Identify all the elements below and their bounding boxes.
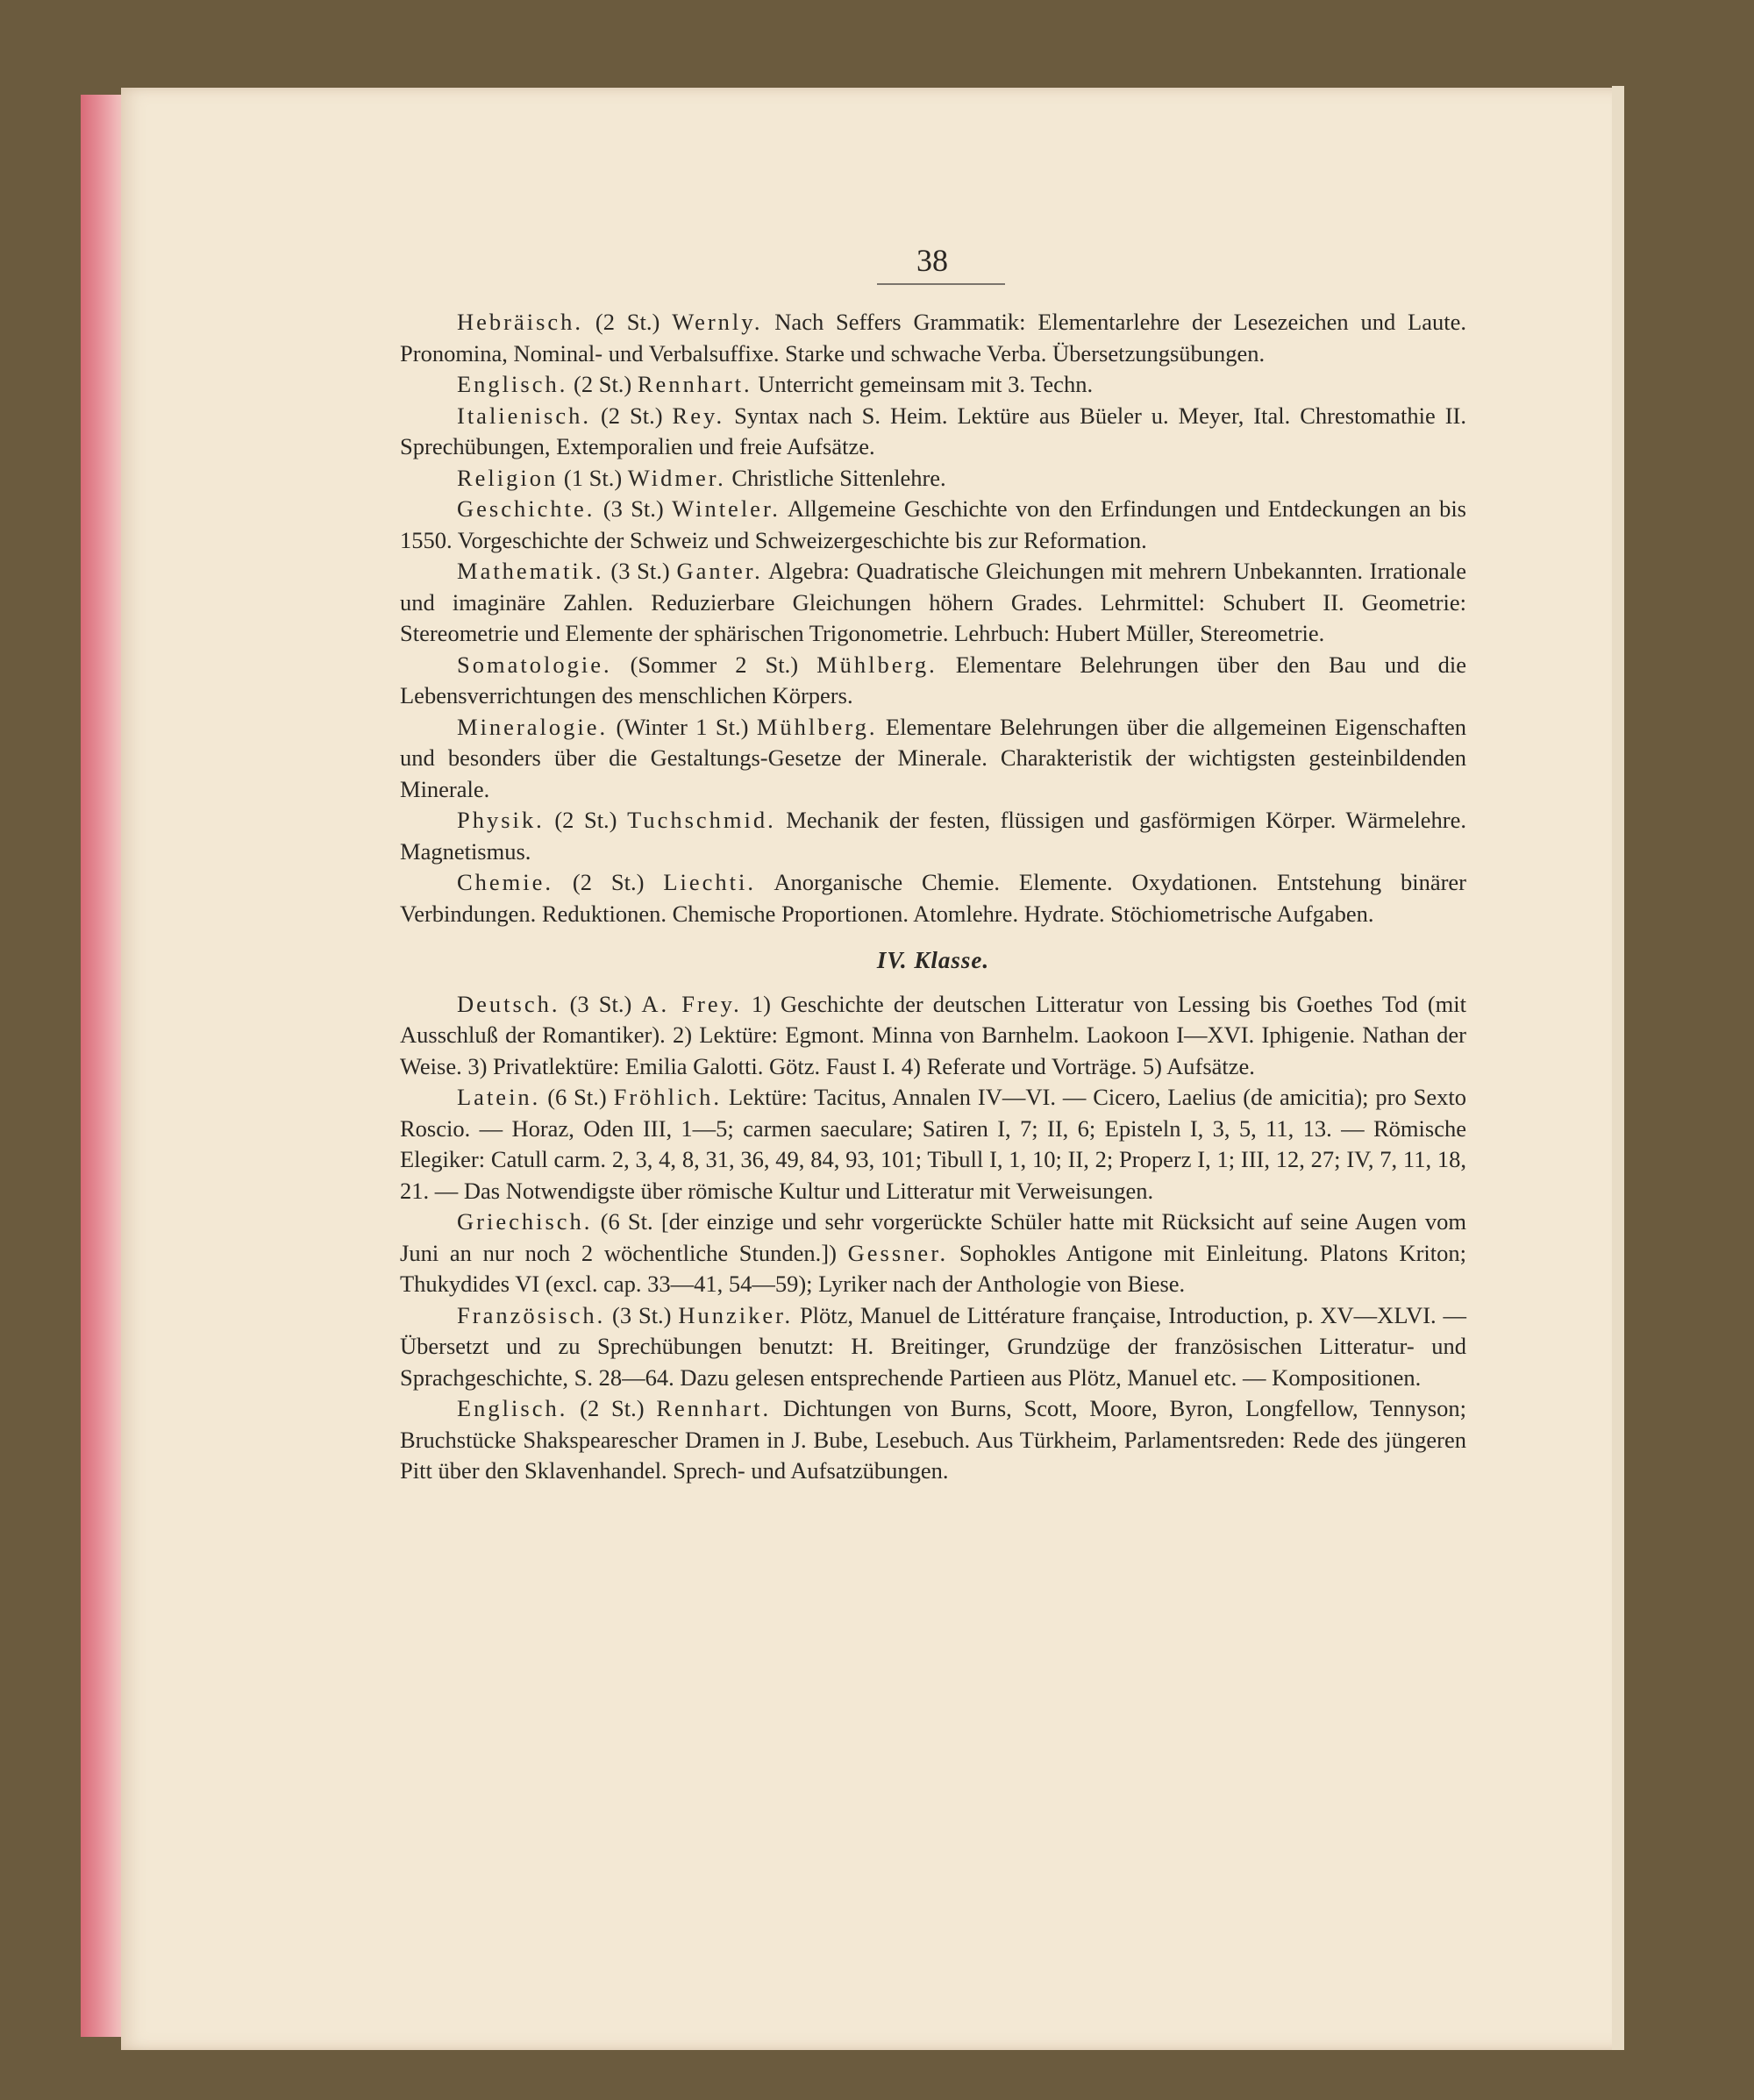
teacher-name: Tuchschmid. xyxy=(627,807,776,833)
subject-name: Latein. xyxy=(457,1084,541,1110)
teacher-name: Hunziker. xyxy=(678,1301,794,1328)
teacher-name: Liechti. xyxy=(663,869,756,895)
curriculum-text: Algebra: Quadratische Gleichungen mit mehrern Unbekannten. Irrationale und imaginäre Zahlen. Reduzierbare Gleichungen höhern Grades. Lehrmittel: Schubert II. Geometrie: Stereometrie und Elemente der sphärischen Trigonometrie. Lehrbuch: Hubert Müller, Stereometrie. xyxy=(400,558,1467,646)
teacher-name: Widmer. xyxy=(627,464,726,491)
subject-paragraph xyxy=(400,1300,1466,1394)
curriculum-text: Dichtungen von Burns, Scott, Moore, Byron, Longfellow, Tennyson; Bruchstücke Shakspearescher Dramen in J. Bube, Lesebuch. Aus Türkheim, Parlamentsreden: Rede des jüngeren Pitt über den Sklavenhandel. Sprech- und Aufsatzübungen. xyxy=(400,1395,1466,1484)
subject-name: Deutsch. xyxy=(457,990,560,1017)
hours-note: (2 St.) xyxy=(553,869,664,895)
curriculum-text: Allgemeine Geschichte von den Erfindungen und Entdeckungen an bis 1550. Vorgeschichte der Schweiz und Schweizergeschichte bis zur Reformation. xyxy=(400,495,1466,553)
subject-name: Chemie. xyxy=(457,869,554,895)
subject-paragraph xyxy=(400,1082,1466,1207)
curriculum-text: Lektüre: Tacitus, Annalen IV—VI. — Cicero, Laelius (de amicitia); pro Sexto Roscio. — Horaz, Oden III, 1—5; carmen saeculare; Satiren I, 7; II, 6; Episteln I, 3, 5, 11, 13. — Römische Elegiker: Catull carm. 2, 3, 4, 8, 31, 36, 49, 84, 93, 101; Tibull I, 1, 10; II, 2; Properz I, 1; III, 12, 27; IV, 7, 11, 18, 21. — Das Notwendigste über römische Kultur und Litteratur mit Verweisungen. xyxy=(400,1084,1466,1204)
hours-note: (6 St.) xyxy=(540,1084,614,1110)
page-right-edge xyxy=(1612,86,1624,2050)
hours-note: (3 St.) xyxy=(560,990,642,1017)
teacher-name: Rennhart. xyxy=(656,1395,772,1421)
subject-name: Englisch. xyxy=(457,371,568,397)
section-heading: IV. Klasse. xyxy=(876,947,990,973)
subject-paragraph xyxy=(400,307,1466,369)
hours-note: (2 St.) xyxy=(567,371,638,397)
teacher-name: Rey. xyxy=(672,402,725,429)
subject-name: Physik. xyxy=(457,807,545,833)
hours-note: (Winter 1 St.) xyxy=(608,713,757,740)
subject-paragraph xyxy=(400,463,1466,495)
subject-name: Religion xyxy=(457,464,559,491)
subject-name: Griechisch. xyxy=(457,1208,593,1235)
page-body xyxy=(400,307,1466,1487)
subject-paragraph xyxy=(400,556,1466,650)
subject-paragraph xyxy=(400,650,1466,712)
subject-paragraph xyxy=(400,494,1466,556)
subject-paragraph xyxy=(400,805,1466,867)
subject-name: Mathematik. xyxy=(457,558,604,584)
subject-name: Geschichte. xyxy=(457,495,595,522)
subject-paragraph xyxy=(400,712,1466,806)
section-iii-klasse-continued xyxy=(400,307,1466,929)
subject-name: Somatologie. xyxy=(457,651,612,678)
curriculum-text: Christliche Sittenlehre. xyxy=(725,464,946,491)
section-iv-klasse xyxy=(400,989,1466,1487)
subject-paragraph xyxy=(400,369,1466,401)
teacher-name: Fröhlich. xyxy=(613,1084,723,1110)
curriculum-text: 1) Geschichte der deutschen Litteratur von Lessing bis Goethes Tod (mit Ausschluß der Romantiker). 2) Lektüre: Egmont. Minna von Barnhelm. Laokoon I—XVI. Iphigenie. Nathan der Weise. 3) Privatlektüre: Emilia Galotti. Götz. Faust I. 4) Referate und Vorträge. 5) Aufsätze. xyxy=(400,990,1466,1079)
curriculum-text: Elementare Belehrungen über die allgemeinen Eigenschaften und besonders über die Gestaltungs-Gesetze der Minerale. Charakteristik der wichtigsten gesteinbildenden Minerale. xyxy=(400,713,1466,802)
curriculum-text: Plötz, Manuel de Littérature française, Introduction, p. XV—XLVI. — Übersetzt und zu Sprechübungen benutzt: H. Breitinger, Grundzüge der französischen Litteratur- und Sprachgeschichte, S. 28—64. Dazu gelesen entsprechende Partieen aus Plötz, Manuel etc. — Kompositionen. xyxy=(400,1301,1466,1391)
hours-note: (6 St. [der einzige und sehr vorgerückte Schüler hatte mit Rücksicht auf seine Augen vom Juni an nur noch 2 wöchentliche Stunden.]) xyxy=(400,1208,1466,1266)
subject-name: Italienisch. xyxy=(457,402,591,429)
teacher-name: A. Frey. xyxy=(641,990,742,1017)
subject-name: Französisch. xyxy=(457,1301,606,1328)
curriculum-text: Nach Seffers Grammatik: Elementarlehre der Lesezeichen und Laute. Pronomina, Nominal- und Verbalsuffixe. Starke und schwache Verba. Übersetzungsübungen. xyxy=(400,309,1466,367)
teacher-name: Rennhart. xyxy=(637,371,752,397)
subject-paragraph xyxy=(400,867,1466,929)
curriculum-text: Anorganische Chemie. Elemente. Oxydationen. Entstehung binärer Verbindungen. Reduktionen. Chemische Proportionen. Atomlehre. Hydrate. Stöchiometrische Aufgaben. xyxy=(400,869,1466,927)
teacher-name: Winteler. xyxy=(672,495,781,522)
teacher-name: Mühlberg. xyxy=(756,713,878,740)
subject-paragraph xyxy=(400,1207,1466,1300)
subject-name: Englisch. xyxy=(457,1395,568,1421)
hours-note: (3 St.) xyxy=(605,1301,679,1328)
subject-paragraph xyxy=(400,1393,1466,1487)
subject-paragraph xyxy=(400,401,1466,463)
hours-note: (3 St.) xyxy=(595,495,673,522)
hours-note: (2 St.) xyxy=(544,807,628,833)
teacher-name: Mühlberg. xyxy=(816,651,938,678)
curriculum-text: Sophokles Antigone mit Einleitung. Platons Kriton; Thukydides VI (excl. cap. 33—41, 54—59); Lyriker nach der Anthologie von Biese. xyxy=(400,1239,1466,1297)
curriculum-text: Unterricht gemeinsam mit 3. Techn. xyxy=(752,371,1094,397)
teacher-name: Gessner. xyxy=(847,1239,949,1266)
curriculum-text: Mechanik der festen, flüssigen und gasförmigen Körper. Wärmelehre. Magnetismus. xyxy=(400,807,1467,865)
subject-name: Hebräisch. xyxy=(457,309,584,335)
hours-note: (Sommer 2 St.) xyxy=(611,651,817,678)
subject-paragraph xyxy=(400,989,1466,1083)
teacher-name: Wernly. xyxy=(672,309,763,335)
page-number-rule xyxy=(877,283,1005,285)
hours-note: (2 St.) xyxy=(567,1395,657,1421)
hours-note: (3 St.) xyxy=(603,558,677,584)
page-number: 38 xyxy=(916,243,948,278)
hours-note: (2 St.) xyxy=(583,309,673,335)
hours-note: (2 St.) xyxy=(591,402,673,429)
curriculum-text: Elementare Belehrungen über den Bau und die Lebensverrichtungen des menschlichen Körpers. xyxy=(400,651,1466,708)
hours-note: (1 St.) xyxy=(558,464,628,491)
teacher-name: Ganter. xyxy=(676,558,763,584)
subject-name: Mineralogie. xyxy=(457,713,609,740)
curriculum-text: Syntax nach S. Heim. Lektüre aus Büeler u. Meyer, Ital. Chrestomathie II. Sprechübungen, Extemporalien und freie Aufsätze. xyxy=(400,402,1466,459)
